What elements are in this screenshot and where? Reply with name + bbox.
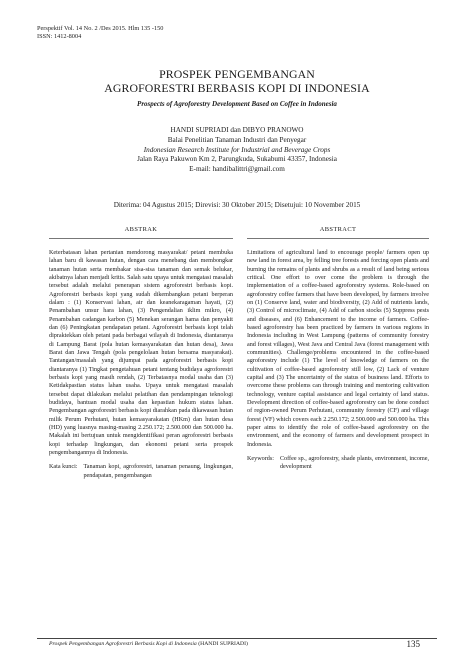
page-number: 135: [406, 639, 420, 649]
title-block: [0, 68, 474, 108]
journal-citation: Perspektif Vol. 14 No. 2 /Des 2015. Hlm 135 -150: [37, 25, 164, 32]
footer-rule: [37, 638, 437, 639]
author-block: [0, 126, 474, 175]
abstract-body: Limitations of agricultural land to encourage people/ farmers open up new land in forest area, by felling tree forests and forcing open plants and burning the remains of plants and shrubs as a result of land being serious critical. One effort to over come the problem is through the implementation of a coffee-based agroforestry systems. Role-based on agroforestry coffee farmers that have been developed, by farmers involve on (1) Conserve land, water and biodiversity, (2) Add of nutrients lands, (3) Control of microclimate, (4) Add of carbon stocks (5) Suppress pests and diseases, and (6) Enhancement to the income of farmers. Coffee-based agroforestry has been practiced by farmers in various regions in Indonesia including in West Lampung (patterns of community forestry and forest villages), West Java and Central Java (forest management with communities). Challenge/problems encountered in the coffee-based agroforestry include (1) The level of knowledge of farmers on the cultivation of coffee-based agroforestry still low, (2) Lack of venture capital and (3) The uncertainty of the status of business land. Efforts to overcome these problems can through training and mentoring cultivation technology, venture capital assistance and legal certainty of land status. Development direction of coffee-based agroforestry can be done conduct of region-owned Perum Perhutani, community forestry (CF) and village forest (VF) which covers each 2.250.172; 2.500.000 and 500.000 ha. This paper aims to identify the role of coffee-based agroforestry on the environment, and the economy of farmers and development prospect in Indonesia.: [247, 250, 429, 448]
email: E-mail: handibalittri@gmail.com: [189, 165, 285, 174]
running-footer: [49, 641, 248, 647]
institution: Balai Penelitian Tanaman Industri dan Penyegar: [167, 135, 307, 144]
abstrak-heading: [49, 226, 233, 239]
abstract-heading-text: ABSTRACT: [319, 226, 357, 233]
abstrak-heading-text: ABSTRAK: [124, 226, 158, 233]
abstract-heading: [247, 226, 429, 239]
abstrak-keywords-label: Kata kunci:: [49, 464, 78, 471]
abstract-keywords-label: Keywords:: [247, 455, 274, 462]
running-title: Prospek Pengembangan Agroforestri Berbasis Kopi di Indonesia: [49, 641, 197, 647]
abstract-keywords-text: Coffee sp., agroforestry, shade plants, environment, income, development: [279, 455, 429, 471]
article-subtitle-english: Prospects of Agroforestry Development Based on Coffee in Indonesia: [137, 100, 337, 108]
abstrak-heading-rule: [49, 238, 233, 239]
issn: ISSN: 1412-8004: [37, 33, 82, 41]
abstract-keywords: [247, 455, 429, 472]
abstrak-keywords-text: Tanaman kopi, agroforestri, tanaman penaung, lingkungan, pendapatan, pengembangan: [83, 464, 233, 479]
abstrak-column: [49, 226, 233, 480]
abstrak-keywords: [49, 463, 233, 480]
abstrak-body: Keterbatasan lahan pertanian mendorong masyarakat/ petani membuka lahan baru di kawasan hutan, dengan cara menebang dan membongkar tanaman hutan serta membakar sisa-sisa tanaman dan semak belukar, akibatnya lahan menjadi kritis. Salah satu upaya untuk mengatasi masalah tersebut adalah melalui penerapan sistem agroforestri berbasis kopi. Agroforestri berbasis kopi yang sudah dikembangkan petani berperan dalam : (1) Konservasi lahan, air dan keanekaragaman hayati, (2) Penambahan unsur hara lahan, (3) Pengendalian iklim mikro, (4) Penambahan cadangan karbon (5) Menekan serangan hama dan penyakit dan (6) Peningkatan pendapatan petani. Agroforestri berbasis kopi telah dipraktekkan oleh petani pada berbagai wilayah di Indonesia, diantaranya di Lampung Barat (pola hutan kemasyarakatan dan hutan desa), Jawa Barat dan Jawa Tengah (pola pengelolaan hutan bersama masyarakat). Tantangan/masalah yang dijumpai pada agroforestri berbasis kopi diantaranya (1) Tingkat pengetahuan petani tentang budidaya agroforestri berbasis kopi yang masih rendah, (2) Terbatasnya modal usaha dan (3) Ketidakpastian status lahan usaha. Upaya untuk mengatasi masalah tersebut dapat dilakukan melalui pelatihan dan pendampingan teknologi budidaya, bantuan modal usaha dan kepastian hukum status lahan. Pengembangan agroforestri berbasis kopi diarahkan pada dikawasan hutan milik Perum Perhutani, hutan kemasyarakatan (HKm) dan hutan desa (HD) yang luasnya masing-masing 2.250.172; 2.500.000 dan 500.000 ha. Makalah ini bertujuan untuk mengidentifikasi peran agroforestri berbasis kopi terhadap lingkungan, dan ekonomi petani serta prospek pengembangannya di Indonesia.: [49, 250, 233, 456]
article-title-line-1: PROSPEK PENGEMBANGAN: [159, 67, 315, 81]
journal-header: [37, 25, 163, 42]
address: Jalan Raya Pakuwon Km 2, Parungkuda, Sukabumi 43357, Indonesia: [137, 155, 337, 164]
submission-dates: Diterima: 04 Agustus 2015; Direvisi: 30 Oktober 2015; Disetujui: 10 November 2015: [113, 201, 361, 209]
running-authors: (HANDI SUPRIADI): [198, 641, 248, 647]
article-title-line-2: AGROFORESTRI BERBASIS KOPI DI INDONESIA: [104, 80, 370, 95]
institution-english: Indonesian Research Institute for Industrial and Beverage Crops: [143, 145, 331, 154]
abstract-heading-rule: [247, 238, 429, 239]
author-names: HANDI SUPRIADI dan DIBYO PRANOWO: [170, 126, 304, 134]
abstract-column: [247, 226, 429, 472]
